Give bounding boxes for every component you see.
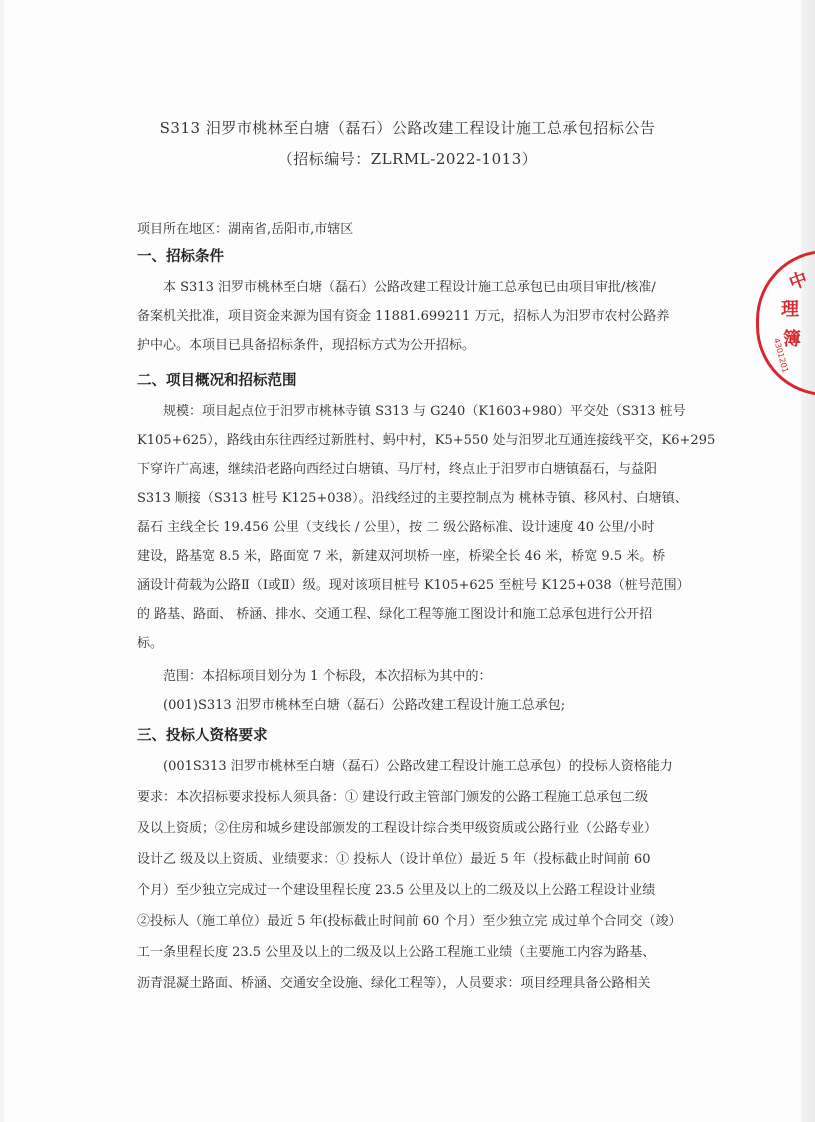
stamp-number: 4301201	[771, 337, 790, 374]
section2-heading: 二、项目概况和招标范围	[137, 373, 297, 389]
section3-line: ②投标人（施工单位）最近 5 年(投标截止时间前 60 个月）至少独立完 成过单个合同交（竣）	[137, 914, 682, 929]
section2-line: 规模：项目起点位于汨罗市桃林寺镇 S313 与 G240（K1603+980）平交处（S313 桩号	[163, 404, 686, 419]
section3-line: (001S313 汨罗市桃林至白塘（磊石）公路改建工程设计施工总承包）的投标人资格能力	[163, 759, 673, 774]
section1-line: 本 S313 汨罗市桃林至白塘（磊石）公路改建工程设计施工总承包已由项目审批/核准/	[163, 280, 656, 295]
document-title: S313 汨罗市桃林至白塘（磊石）公路改建工程设计施工总承包招标公告	[159, 119, 656, 137]
stamp-char: 簿	[783, 329, 801, 350]
section3-line: 设计乙 级及以上资质、业绩要求：① 投标人（设计单位）最近 5 年（投标截止时间前 60	[137, 852, 651, 867]
section3-line: 工一条里程长度 23.5 公里及以上的二级及以上公路工程施工业绩（主要施工内容为路基、	[137, 945, 656, 960]
section1-line: 备案机关批准，项目资金来源为国有资金 11881.699211 万元，招标人为汨罗市农村公路养	[137, 309, 670, 324]
section1-heading: 一、招标条件	[137, 249, 224, 265]
scan-edge-right	[801, 0, 815, 1122]
section3-line: 个月）至少独立完成过一个建设里程长度 23.5 公里及以上的二级及以上公路工程设计业绩	[137, 883, 656, 898]
section3-line: 及以上资质；②住房和城乡建设部颁发的工程设计综合类甲级资质或公路行业（公路专业）	[137, 821, 658, 836]
stamp-char: 理	[781, 299, 799, 320]
scope-line: 范围：本招标项目划分为 1 个标段，本次招标为其中的：	[163, 669, 492, 684]
lot-line: (001)S313 汨罗市桃林至白塘（磊石）公路改建工程设计施工总承包;	[163, 698, 566, 713]
scan-edge-left	[0, 0, 4, 1122]
section2-line: S313 顺接（S313 桩号 K125+038）。沿线经过的主要控制点为 桃林寺镇、移风村、白塘镇、	[137, 491, 688, 506]
section2-line: 下穿许广高速，继续沿老路向西经过白塘镇、马厅村，终点止于汨罗市白塘镇磊石，与益阳	[137, 462, 658, 477]
section2-line: 涵设计荷载为公路Ⅱ（Ⅰ或Ⅱ）级。现对该项目桩号 K105+625 至桩号 K125+038（桩号范围）	[137, 578, 690, 593]
official-seal-stamp	[756, 250, 815, 396]
project-location: 项目所在地区：湖南省,岳阳市,市辖区	[137, 222, 354, 237]
section1-line: 护中心。本项目已具备招标条件，现招标方式为公开招标。	[137, 338, 476, 353]
section3-heading: 三、投标人资格要求	[137, 728, 268, 744]
section3-line: 沥青混凝土路面、桥涵、交通安全设施、绿化工程等），人员要求：项目经理具备公路相关	[137, 976, 651, 991]
section2-line: 建设，路基宽 8.5 米，路面宽 7 米，新建双河坝桥一座，桥梁全长 46 米，桥宽 9.5 米。桥	[137, 549, 666, 564]
section2-line: 的 路基、路面、 桥涵、排水、交通工程、绿化工程等施工图设计和施工总承包进行公开招	[137, 607, 653, 622]
section2-line: 磊石 主线全长 19.456 公里（支线长 / 公里），按 二 级公路标准、设计速度 40 公里/小时	[137, 520, 655, 535]
section3-line: 要求：本次招标要求投标人须具备：① 建设行政主管部门颁发的公路工程施工总承包二级	[137, 790, 649, 805]
section2-line: 标。	[137, 636, 164, 651]
section2-line: K105+625），路线由东往西经过新胜村、蚂中村，K5+550 处与汨罗北互通连接线平交，K6+295	[137, 433, 716, 448]
stamp-char: 中	[786, 268, 811, 295]
tender-number: （招标编号：ZLRML-2022-1013）	[277, 150, 538, 168]
